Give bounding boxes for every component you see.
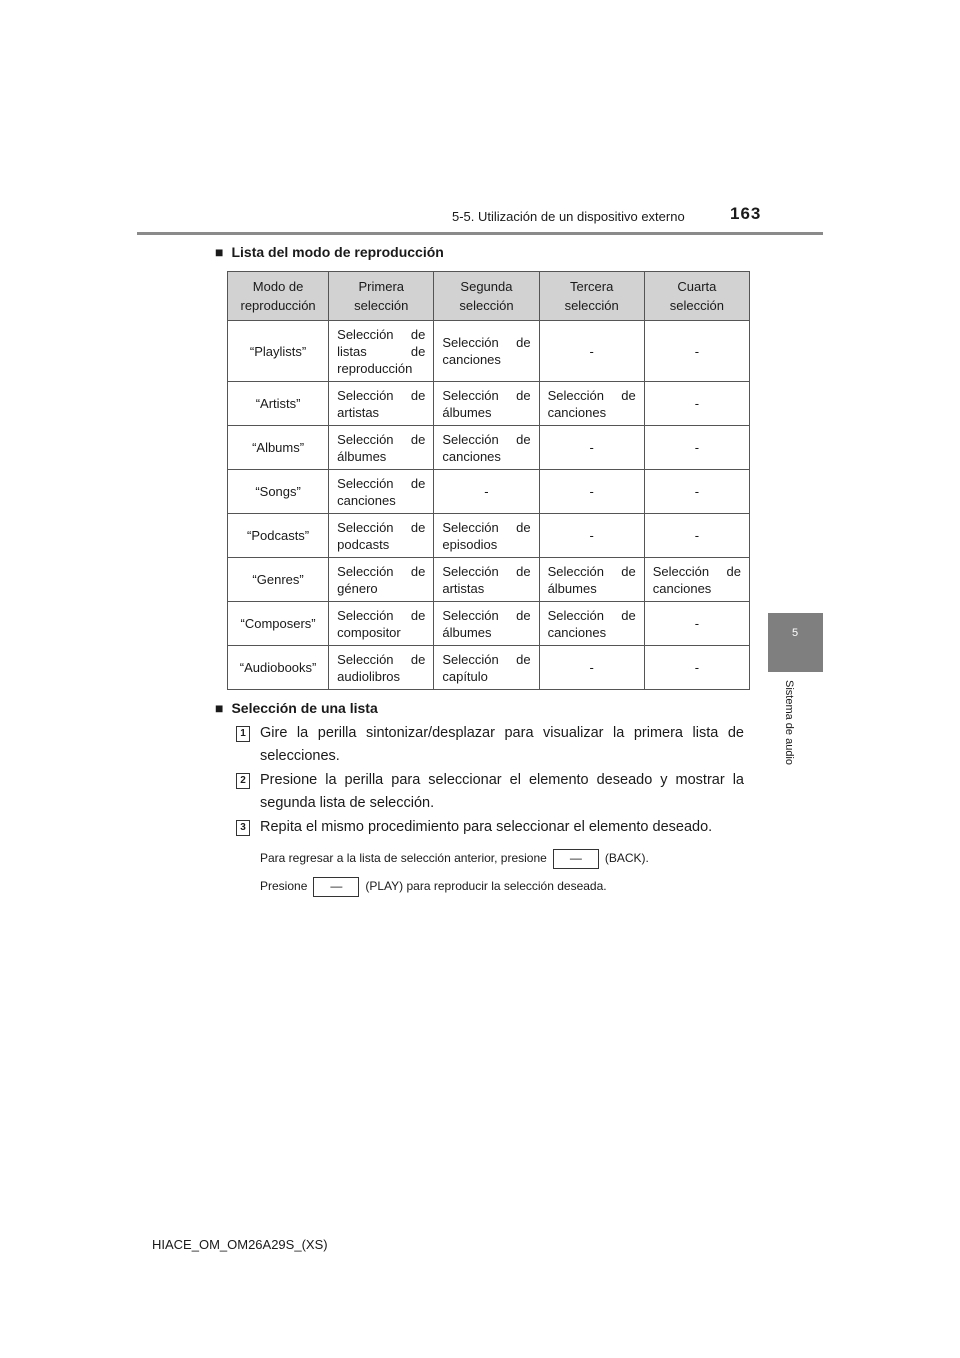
selection-cell: Selección de canciones	[329, 470, 434, 514]
selection-cell: Selección de canciones	[539, 382, 644, 426]
square-bullet-icon: ■	[215, 700, 224, 716]
selection-cell: -	[644, 426, 749, 470]
table-row	[228, 382, 750, 426]
selection-cell: Selección de álbumes	[539, 558, 644, 602]
header-section-title: 5-5. Utilización de un dispositivo externo	[452, 209, 685, 224]
selection-cell: -	[539, 646, 644, 690]
mode-cell: “Genres”	[228, 558, 329, 602]
table-row	[228, 646, 750, 690]
note-play	[260, 877, 607, 897]
selection-cell: -	[539, 514, 644, 558]
selection-cell: -	[434, 470, 539, 514]
selection-cell: Selección de canciones	[644, 558, 749, 602]
table-row	[228, 321, 750, 382]
selection-cell: Selección de audiolibros	[329, 646, 434, 690]
step-number-badge: 1	[236, 726, 250, 742]
column-header: Primera selección	[329, 272, 434, 321]
selection-cell: -	[644, 470, 749, 514]
mode-cell: “Songs”	[228, 470, 329, 514]
note-text: (BACK).	[604, 851, 649, 866]
selection-cell: -	[644, 321, 749, 382]
column-header: Modo de reproducción	[228, 272, 329, 321]
selection-cell: Selección de capítulo	[434, 646, 539, 690]
selection-cell: Selección de género	[329, 558, 434, 602]
chapter-number: 5	[791, 627, 799, 639]
selection-cell: -	[539, 426, 644, 470]
selection-cell: Selección de álbumes	[434, 602, 539, 646]
column-header: Cuarta selección	[644, 272, 749, 321]
selection-cell: Selección de episodios	[434, 514, 539, 558]
selection-cell: -	[644, 382, 749, 426]
back-button-icon: —	[553, 849, 599, 869]
mode-cell: “Audiobooks”	[228, 646, 329, 690]
mode-cell: “Podcasts”	[228, 514, 329, 558]
selection-cell: Selección de álbumes	[329, 426, 434, 470]
selection-cell: -	[539, 321, 644, 382]
selection-cell: -	[644, 514, 749, 558]
mode-cell: “Composers”	[228, 602, 329, 646]
step-text: Gire la perilla sintonizar/desplazar para visualizar la primera lista de selecciones.	[260, 725, 744, 764]
table-row	[228, 558, 750, 602]
square-bullet-icon: ■	[215, 244, 224, 260]
column-header: Tercera selección	[539, 272, 644, 321]
table-row	[228, 602, 750, 646]
chapter-tab	[768, 613, 823, 672]
table-row	[228, 426, 750, 470]
play-button-icon: —	[313, 877, 359, 897]
table-row	[228, 470, 750, 514]
note-text: (PLAY) para reproducir la selección deseada.	[365, 879, 607, 894]
selection-cell: Selección de álbumes	[434, 382, 539, 426]
section-heading-select-list	[215, 700, 378, 716]
selection-cell: Selección de podcasts	[329, 514, 434, 558]
note-back	[260, 849, 649, 869]
mode-cell: “Albums”	[228, 426, 329, 470]
selection-cell: Selección de canciones	[434, 426, 539, 470]
selection-cell: -	[644, 646, 749, 690]
step-number-badge: 2	[236, 773, 250, 789]
playback-mode-table	[227, 271, 750, 690]
selection-cell: Selección de artistas	[329, 382, 434, 426]
selection-cell: Selección de listas de reproducción	[329, 321, 434, 382]
section-heading-text: Selección de una lista	[231, 700, 378, 716]
selection-cell: Selección de canciones	[539, 602, 644, 646]
table-header-row	[228, 272, 750, 321]
chapter-label: Sistema de audio	[783, 680, 795, 765]
section-heading-playback-list	[215, 244, 444, 260]
note-text: Para regresar a la lista de selección anterior, presione	[260, 851, 547, 866]
page-number: 163	[730, 204, 762, 223]
selection-cell: -	[644, 602, 749, 646]
selection-cell: Selección de compositor	[329, 602, 434, 646]
header-rule	[137, 232, 823, 235]
selection-cell: Selección de artistas	[434, 558, 539, 602]
step-text: Presione la perilla para seleccionar el elemento deseado y mostrar la segunda lista de selección.	[260, 772, 744, 811]
selection-cell: Selección de canciones	[434, 321, 539, 382]
selection-cell: -	[539, 470, 644, 514]
step-number-badge: 3	[236, 820, 250, 836]
column-header: Segunda selección	[434, 272, 539, 321]
step-text: Repita el mismo procedimiento para seleccionar el elemento deseado.	[260, 819, 713, 835]
mode-cell: “Playlists”	[228, 321, 329, 382]
note-text: Presione	[260, 879, 308, 894]
mode-cell: “Artists”	[228, 382, 329, 426]
document-code-footer: HIACE_OM_OM26A29S_(XS)	[152, 1237, 328, 1252]
section-heading-text: Lista del modo de reproducción	[231, 244, 444, 260]
table-row	[228, 514, 750, 558]
